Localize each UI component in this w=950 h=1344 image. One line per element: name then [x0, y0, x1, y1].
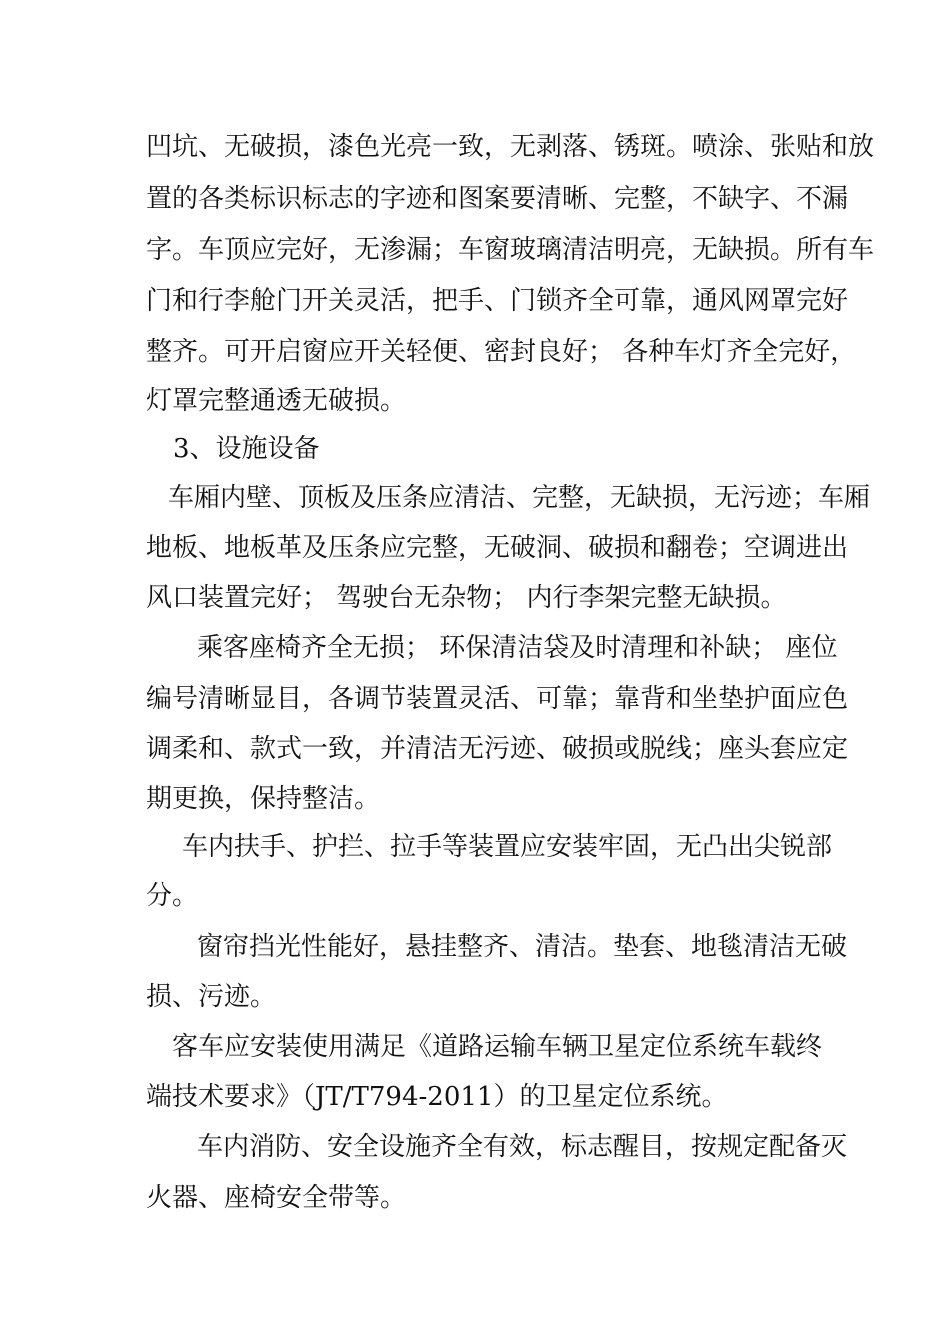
text-line: 乘客座椅齐全无损； 环保清洁袋及时清理和补缺； 座位 — [197, 633, 838, 663]
text-line: 地板、地板革及压条应完整，无破洞、破损和翻卷；空调进出 — [146, 533, 849, 563]
text-line: 编号清晰显目，各调节装置灵活、可靠；靠背和坐垫护面应色 — [146, 684, 849, 714]
text-line: 车厢内壁、顶板及压条应清洁、完整，无缺损，无污迹；车厢 — [168, 483, 871, 513]
text-line: 窗帘挡光性能好，悬挂整齐、清洁。垫套、地毯清洁无破 — [197, 932, 848, 962]
text-line: 火器、座椅安全带等。 — [146, 1183, 407, 1213]
text-line: 整齐。可开启窗应开关轻便、密封良好； 各种车灯齐全完好， — [146, 337, 857, 367]
text-line: 期更换，保持整洁。 — [146, 784, 381, 814]
text-line: 门和行李舱门开关灵活，把手、门锁齐全可靠，通风网罩完好 — [146, 286, 849, 316]
text-line: 凹坑、无破损，漆色光亮一致，无剥落、锈斑。喷涂、张贴和放 — [146, 132, 875, 162]
text-line: 字。车顶应完好，无渗漏；车窗玻璃清洁明亮，无缺损。所有车 — [146, 235, 875, 265]
text-line: 调柔和、款式一致，并清洁无污迹、破损或脱线；座头套应定 — [146, 734, 849, 764]
text-line: 端技术要求》（JT/T794-2011）的卫星定位系统。 — [146, 1082, 728, 1112]
text-line: 损、污迹。 — [146, 982, 277, 1012]
text-line: 置的各类标识标志的字迹和图案要清晰、完整，不缺字、不漏 — [146, 184, 849, 214]
text-line: 分。 — [146, 881, 199, 911]
section-heading: 3、设施设备 — [173, 434, 320, 464]
text-line: 风口装置完好； 驾驶台无杂物； 内行李架完整无缺损。 — [146, 583, 787, 613]
text-line: 车内扶手、护拦、拉手等装置应安装牢固，无凸出尖锐部 — [182, 832, 833, 862]
text-line: 客车应安装使用满足《道路运输车辆卫星定位系统车载终 — [172, 1032, 823, 1062]
text-line: 车内消防、安全设施齐全有效，标志醒目，按规定配备灭 — [197, 1132, 848, 1162]
text-line: 灯罩完整通透无破损。 — [146, 386, 407, 416]
